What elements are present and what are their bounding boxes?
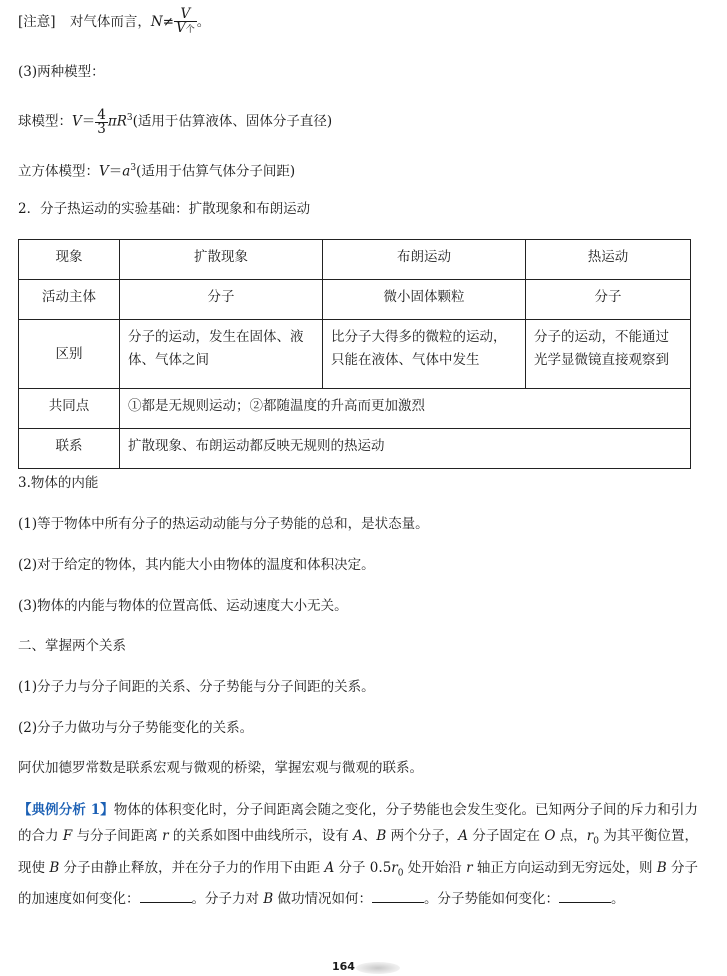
note-label: [注意] [18,14,56,30]
section2-heading: 2．分子热运动的实验基础：扩散现象和布朗运动 [18,201,311,217]
table-row [19,280,691,320]
table-cell: 共同点 [19,389,120,429]
table-cell: 扩散现象、布朗运动都反映无规则的热运动 [120,429,691,469]
note-end: 。 [196,14,211,30]
comparison-table [18,239,691,469]
relation-item: (1)分子力与分子间距的关系、分子势能与分子间距的关系。 [18,679,375,695]
page-number: 164 [332,960,355,973]
answer-blank-work[interactable] [372,888,424,903]
internal-energy-item: (1)等于物体中所有分子的热运动动能与分子势能的总和，是状态量。 [18,516,429,532]
table-header-cell: 扩散现象 [120,240,323,280]
note-line [18,8,210,37]
cube-lhs: V [99,163,109,180]
table-header-cell: 热运动 [526,240,691,280]
cube-eq: ＝ [108,163,123,180]
frac-denominator: 3 [97,120,106,137]
table-header-cell: 布朗运动 [323,240,526,280]
sphere-prefix: 球模型： [18,113,72,130]
cube-model [18,158,295,182]
note-fraction [174,8,197,37]
part2-heading: 二、掌握两个关系 [18,638,126,654]
sphere-fraction [95,106,108,137]
sphere-eq: ＝ [81,113,96,130]
example-tag: 【典例分析 1】 [18,802,114,818]
table-header-cell: 现象 [19,240,120,280]
sphere-exp: 3 [126,113,133,123]
answer-blank-acceleration[interactable] [140,888,192,903]
relation-item: (2)分子力做功与分子势能变化的关系。 [18,720,254,736]
table-cell: 比分子大得多的微粒的运动，只能在液体、气体中发生 [323,320,526,389]
sphere-note: (适用于估算液体、固体分子直径) [132,113,333,130]
note-text: 对气体而言， [69,14,151,30]
table-cell: 分子的运动，不能通过光学显微镜直接观察到 [526,320,691,389]
table-cell: 微小固体颗粒 [323,280,526,320]
table-cell: 分子 [526,280,691,320]
table-cell: ①都是无规则运动；②都随温度的升高而更加激烈 [120,389,691,429]
frac-numerator: 4 [97,106,106,123]
table-row [19,429,691,469]
sphere-lhs: V [72,113,82,130]
table-cell: 分子 [120,280,323,320]
frac-denominator: V个 [175,20,195,36]
cube-exp: 3 [130,163,137,173]
section3-heading: 3.物体的内能 [18,475,99,491]
example-paragraph: 【典例分析 1】物体的体积变化时，分子间距离会随之变化，分子势能也会发生变化。已知两分子间的斥力和引力的合力 F 与分子间距离 r 的关系如图中曲线所示，设有 A、B 两个分子，A 分子固定在 O 点，$r_0$ 为其平衡位置，现使 B 分子由静止释放，并在分子力的作用下由距 A 分子 $0.5r_0$ 处开始沿 r 轴正方向运动到无穷远处，则 B 分子的加速度如何变化： 。分子力对 B 做功情况如何： 。分子势能如何变化： 。 [18,802,699,908]
table-cell: 活动主体 [19,280,120,320]
sphere-model [18,108,332,136]
cube-rhs: a [122,163,131,180]
avogadro-note: 阿伏加德罗常数是联系宏观与微观的桥梁，掌握宏观与微观的联系。 [18,760,423,776]
cube-prefix: 立方体模型： [18,163,99,180]
table-cell: 分子的运动，发生在固体、液体、气体之间 [120,320,323,389]
frac-numerator: V [174,8,197,22]
models-heading: (3)两种模型： [18,64,105,80]
table-row [19,320,691,389]
table-header-row [19,240,691,280]
table-cell: 区别 [19,320,120,389]
internal-energy-item: (3)物体的内能与物体的位置高低、运动速度大小无关。 [18,598,348,614]
sphere-rhs: πR [107,113,127,130]
internal-energy-item: (2)对于给定的物体，其内能大小由物体的温度和体积决定。 [18,557,375,573]
table-cell: 联系 [19,429,120,469]
note-symbol: N≠ [150,14,174,30]
page-decoration [356,962,400,974]
answer-blank-potential[interactable] [559,888,611,903]
cube-note: (适用于估算气体分子间距) [136,163,296,180]
table-row [19,389,691,429]
